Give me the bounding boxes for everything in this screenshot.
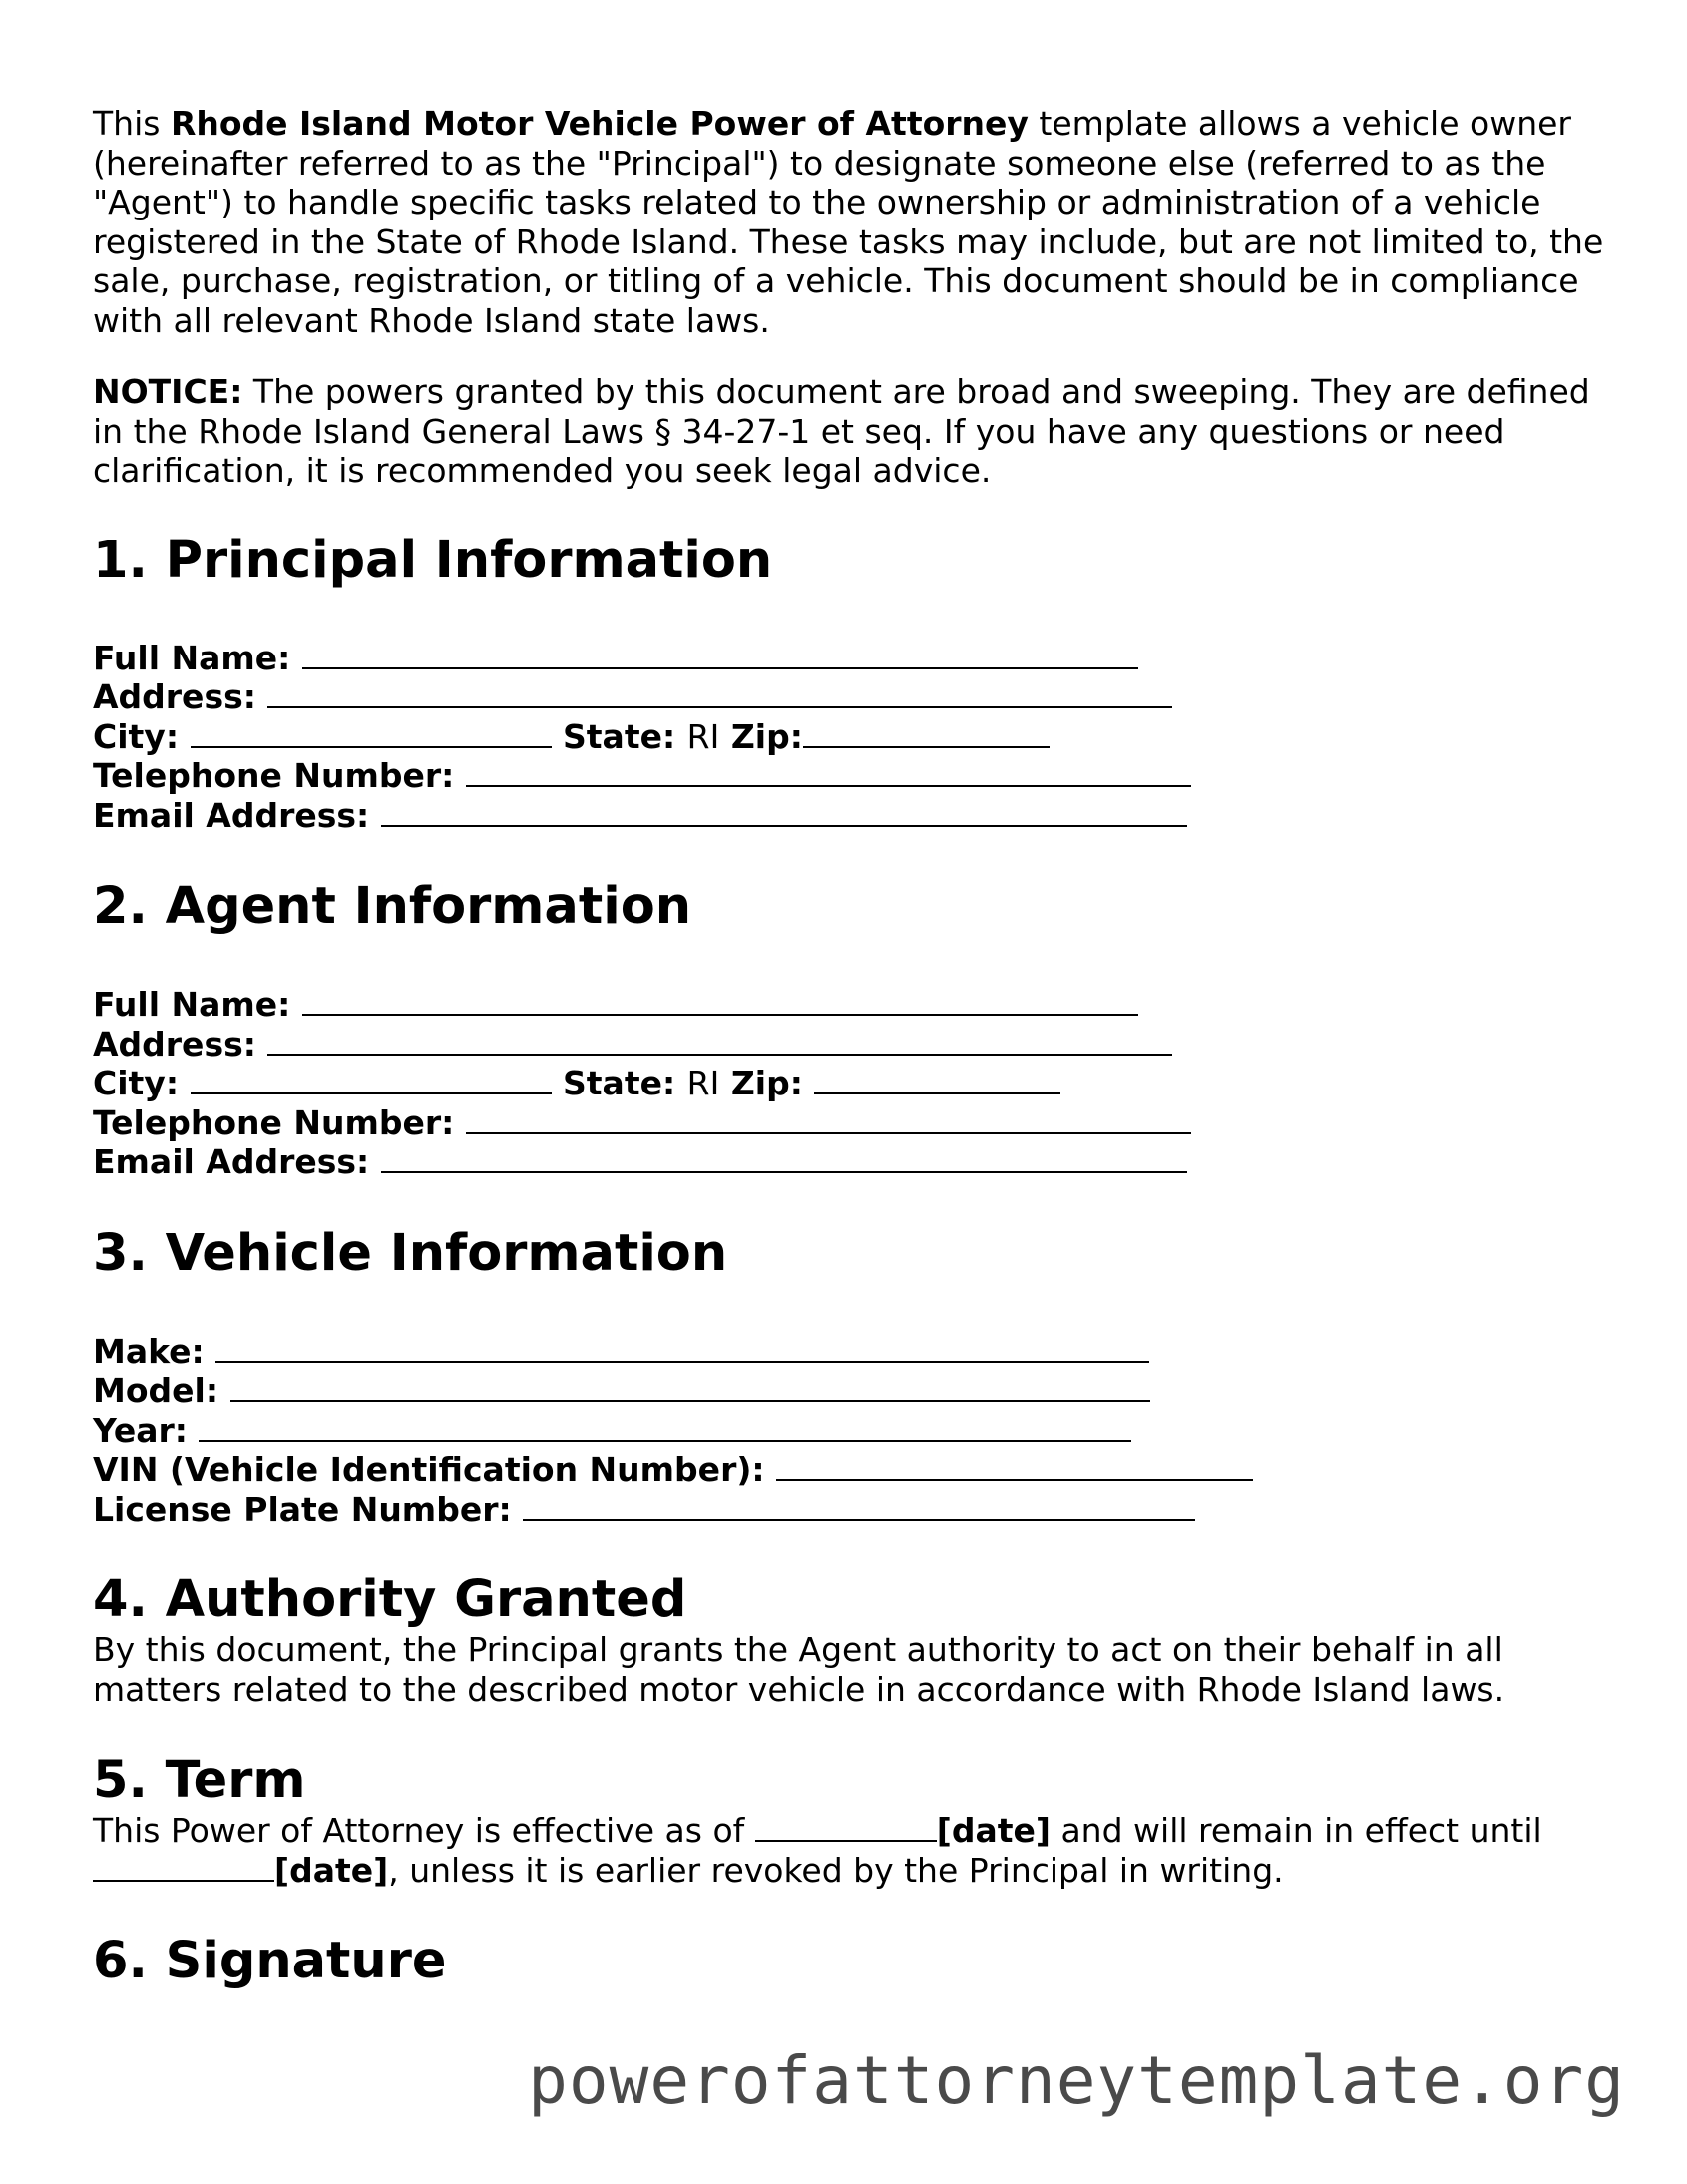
- intro-text-start: This: [93, 104, 171, 143]
- agent-city-row: [93, 1064, 1609, 1103]
- principal-city-blank[interactable]: [191, 718, 552, 748]
- agent-phone-row: [93, 1103, 1609, 1143]
- agent-full-name-blank[interactable]: [302, 986, 1138, 1016]
- watermark: powerofattorneytemplate.org: [528, 2042, 1625, 2119]
- state-label: State:: [551, 1064, 687, 1102]
- notice-label: NOTICE:: [93, 372, 243, 411]
- state-value: RI: [686, 716, 720, 756]
- agent-fields: [93, 985, 1609, 1182]
- principal-email-blank[interactable]: [381, 797, 1187, 827]
- zip-label: Zip:: [719, 1064, 815, 1102]
- intro-text-rest: template allows a vehicle owner (hereinafter referred to as the "Principal") to designate someone else (referred to as the "Agent") to handle specific tasks related to the ownership or administration of a vehicle registered in the State of Rhode Island. These tasks may include, but are not limited to, the sale, purchase, registration, or titling of a vehicle. This document should be in compliance with all relevant Rhode Island state laws.: [93, 104, 1604, 340]
- principal-phone-blank[interactable]: [466, 757, 1191, 787]
- authority-text: By this document, the Principal grants the Agent authority to act on their behalf in all matters related to the described motor vehicle in accordance with Rhode Island laws.: [93, 1630, 1505, 1709]
- signature-heading: 6. Signature: [93, 1932, 447, 1990]
- model-label: Model:: [93, 1371, 230, 1410]
- vehicle-fields: [93, 1332, 1609, 1529]
- vehicle-model-row: [93, 1371, 1609, 1411]
- effective-date-blank[interactable]: [755, 1812, 937, 1842]
- term-heading: 5. Term: [93, 1751, 306, 1810]
- vehicle-plate-row: [93, 1490, 1609, 1529]
- year-label: Year:: [93, 1410, 200, 1450]
- city-label: City:: [93, 716, 191, 756]
- agent-email-blank[interactable]: [381, 1143, 1187, 1173]
- agent-email-row: [93, 1142, 1609, 1182]
- principal-address-blank[interactable]: [267, 678, 1172, 708]
- vehicle-year-blank[interactable]: [199, 1412, 1131, 1442]
- term-text-start: This Power of Attorney is effective as of: [93, 1811, 755, 1850]
- notice-paragraph: [93, 372, 1609, 491]
- make-label: Make:: [93, 1331, 216, 1371]
- vehicle-heading: 3. Vehicle Information: [93, 1223, 728, 1283]
- agent-heading: 2. Agent Information: [93, 877, 692, 936]
- principal-fields: [93, 639, 1609, 836]
- principal-full-name-row: [93, 639, 1609, 678]
- vehicle-make-blank[interactable]: [215, 1333, 1149, 1363]
- zip-label: Zip:: [719, 716, 803, 756]
- vehicle-plate-blank[interactable]: [523, 1491, 1195, 1521]
- notice-text: The powers granted by this document are broad and sweeping. They are defined in the Rhode Island General Laws § 34-27-1 et seq. If you have any questions or need clarification, it is recommended you seek legal advice.: [93, 372, 1590, 490]
- term-text-middle: and will remain in effect until: [1050, 1811, 1542, 1850]
- intro-paragraph: [93, 104, 1609, 340]
- authority-heading: 4. Authority Granted: [93, 1570, 687, 1629]
- address-label: Address:: [93, 677, 268, 716]
- agent-full-name-row: [93, 985, 1609, 1025]
- principal-full-name-blank[interactable]: [302, 640, 1138, 669]
- vin-label: VIN (Vehicle Identification Number):: [93, 1450, 777, 1489]
- agent-address-row: [93, 1025, 1609, 1065]
- document-page: [93, 104, 1609, 1991]
- full-name-label: Full Name:: [93, 985, 302, 1024]
- full-name-label: Full Name:: [93, 638, 302, 677]
- date-placeholder: [date]: [936, 1811, 1051, 1850]
- document-title: Rhode Island Motor Vehicle Power of Attorney: [170, 104, 1029, 143]
- vehicle-vin-row: [93, 1450, 1609, 1490]
- principal-email-row: [93, 796, 1609, 836]
- vehicle-year-row: [93, 1411, 1609, 1451]
- term-text-end: , unless it is earlier revoked by the Principal in writing.: [388, 1850, 1284, 1890]
- vehicle-vin-blank[interactable]: [776, 1451, 1253, 1481]
- term-text: [93, 1811, 1609, 1890]
- address-label: Address:: [93, 1024, 268, 1064]
- email-label: Email Address:: [93, 1142, 381, 1181]
- principal-heading: 1. Principal Information: [93, 530, 773, 590]
- phone-label: Telephone Number:: [93, 1102, 466, 1142]
- principal-address-row: [93, 677, 1609, 717]
- state-value: RI: [686, 1064, 720, 1102]
- city-label: City:: [93, 1064, 191, 1102]
- principal-phone-row: [93, 756, 1609, 796]
- end-date-blank[interactable]: [93, 1852, 274, 1882]
- agent-address-blank[interactable]: [267, 1026, 1172, 1056]
- phone-label: Telephone Number:: [93, 756, 466, 795]
- agent-city-blank[interactable]: [191, 1065, 552, 1094]
- vehicle-make-row: [93, 1332, 1609, 1372]
- vehicle-model-blank[interactable]: [230, 1372, 1150, 1402]
- agent-zip-blank[interactable]: [814, 1065, 1060, 1094]
- principal-city-row: [93, 717, 1609, 757]
- agent-phone-blank[interactable]: [466, 1104, 1191, 1134]
- date-placeholder: [date]: [274, 1850, 389, 1890]
- principal-zip-blank[interactable]: [803, 718, 1050, 748]
- email-label: Email Address:: [93, 795, 381, 835]
- state-label: State:: [551, 716, 687, 756]
- plate-label: License Plate Number:: [93, 1489, 524, 1529]
